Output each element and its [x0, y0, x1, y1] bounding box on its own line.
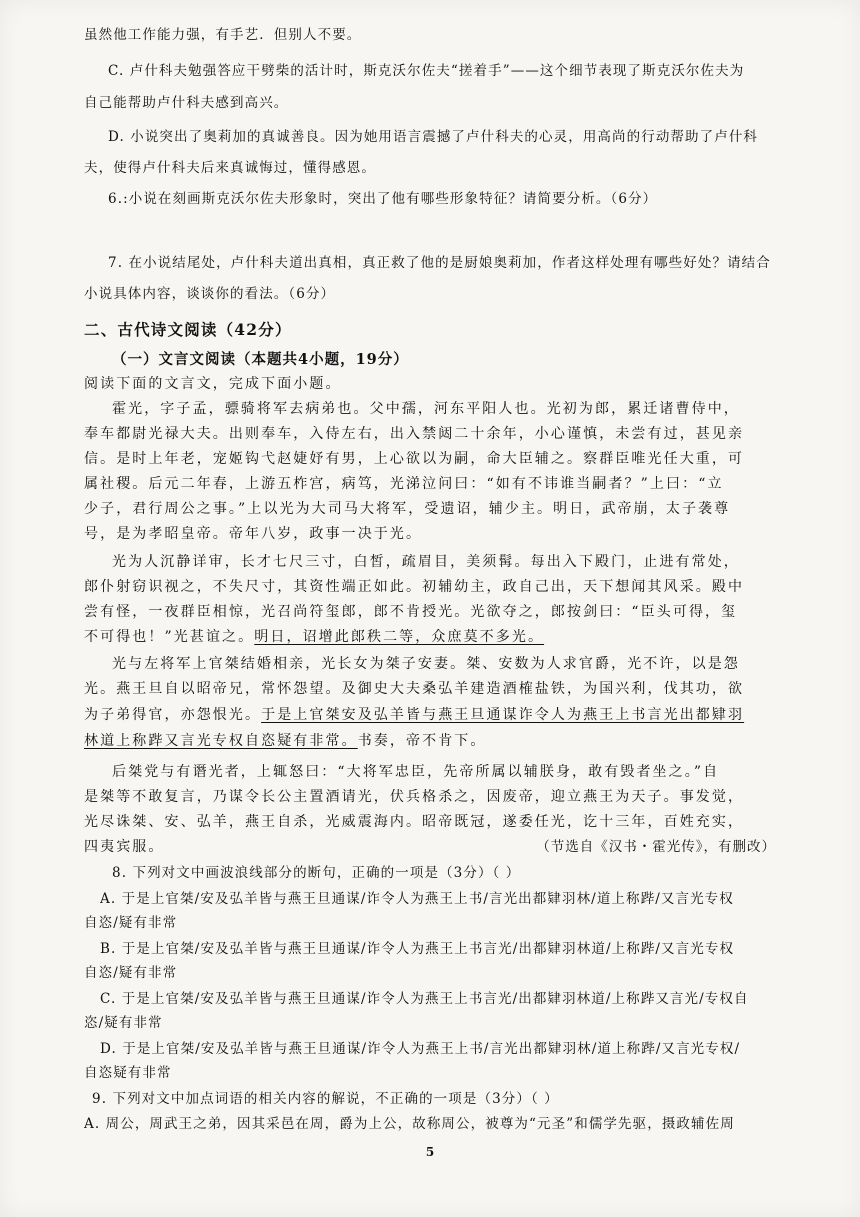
question-7: 7. 在小说结尾处，卢什科夫道出真相，真正救了他的是厨娘奥莉加，作者这样处理有哪些好处？请结合 [108, 255, 771, 271]
question-9: 9. 下列对文中加点词语的相关内容的解说，不正确的一项是（3分）（ ） [92, 1091, 559, 1107]
passage-line: 光与左将军上官桀结婚相亲，光长女为桀子安妻。桀、安数为人求官爵，光不许，以是怨 [112, 656, 740, 672]
option-d-continuation: 自恣疑有非常 [84, 1065, 172, 1081]
option-d-line: D. 于是上官桀/安及弘羊皆与燕王旦通谋/诈令人为燕王上书/言光出都肄羽林/道上称跸/又言光专权/ [100, 1041, 741, 1057]
option-d-line: D. 小说突出了奥莉加的真诚善良。因为她用语言震撼了卢什科夫的心灵，用高尚的行动帮助了卢什科 [108, 129, 759, 145]
passage-line: 光尽诛桀、安、弘羊，燕王自杀，光威震海内。昭帝既冠，遂委任光，讫十三年，百姓充实， [84, 814, 745, 830]
underlined-sentence: 明日，诏增此郎秩二等，众庶莫不多光。 [254, 629, 545, 645]
passage-line: 光为人沉静详审，长才七尺三寸，白皙，疏眉目，美须髯。每出入下殿门，止进有常处， [112, 554, 740, 570]
option-a-line: A. 于是上官桀/安及弘羊皆与燕王旦通谋/诈令人为燕王上书/言光出都肄羽林/道上称跸/又言光专权 [100, 891, 734, 907]
source-citation: （节选自《汉书・霍光传》，有删改） [536, 839, 776, 855]
text-line: 自己能帮助卢什科夫感到高兴。 [84, 95, 289, 111]
option-c-line: C. 于是上官桀/安及弘羊皆与燕王旦通谋/诈令人为燕王上书言光/出都肄羽林道/上称跸又言光/专权自 [100, 991, 749, 1007]
passage-line: 号，是为孝昭皇帝。帝年八岁，政事一决于光。 [84, 526, 423, 542]
instruction-line: 阅读下面的文言文，完成下面小题。 [84, 376, 342, 392]
passage-line: 信。是时上年老，宠姬钩弋赵婕妤有男，上心欲以为嗣，命大臣辅之。察群臣唯光任大重，可 [84, 451, 745, 467]
section-heading: 二、古代诗文阅读（42分） [84, 320, 292, 339]
passage-line [84, 706, 860, 724]
passage-line: 是桀等不敢复言，乃谋令长公主置酒请光，伏兵格杀之，因废帝，迎立燕王为天子。事发觉， [84, 789, 745, 805]
question-6: 6.:小说在刻画斯克沃尔佐夫形象时，突出了他有哪些形象特征？请简要分析。（6分） [108, 191, 658, 207]
passage-text: 书奏，帝不肯下。 [357, 733, 487, 749]
passage-text: 不可得也！”光甚谊之。 [84, 629, 255, 645]
option-b-line: B. 于是上官桀/安及弘羊皆与燕王旦通谋/诈令人为燕王上书言光/出都肄羽林道/上称跸/又言光专权 [100, 941, 735, 957]
wavy-underlined-passage: 于是上官桀安及弘羊皆与燕王旦通谋诈令人为燕王上书言光出都肄羽 [261, 707, 745, 723]
passage-line: 光。燕王旦自以昭帝兄，常怀怨望。及御史大夫桑弘羊建造酒榷盐铁，为国兴利，伐其功，欲 [84, 681, 745, 697]
passage-line: 奉车都尉光禄大夫。出则奉车，入侍左右，出入禁闼二十余年，小心谨慎，未尝有过，甚见亲 [84, 426, 745, 442]
option-b-continuation: 自恣/疑有非常 [84, 965, 178, 981]
passage-line [84, 732, 860, 750]
text-line: 小说具体内容，谈谈你的看法。（6分） [84, 286, 336, 302]
text-line: 虽然他工作能力强，有手艺．但别人不要。 [84, 27, 362, 43]
passage-line: 郎仆射窃识视之，不失尺寸，其资性端正如此。初辅幼主，政自己出，天下想闻其风采。殿中 [84, 579, 745, 595]
wavy-underlined-passage: 林道上称跸又言光专权自恣疑有非常。 [84, 733, 358, 749]
passage-line: 属社稷。后元二年春，上游五柞宫，病笃，光涕泣问曰：“如有不讳谁当嗣者？”上曰：“立 [84, 476, 724, 492]
passage-line: 尝有怪，一夜群臣相惊，光召尚符玺郎，郎不肯授光。光欲夺之，郎按剑曰：“臣头可得，玺 [84, 604, 738, 620]
option-c-continuation: 恣/疑有非常 [84, 1015, 163, 1031]
passage-line [84, 628, 860, 646]
text-line: 夫，使得卢什科夫后来真诚悔过，懂得感恩。 [84, 160, 376, 176]
option-a-line: A. 周公，周武王之弟，因其采邑在周，爵为上公，故称周公，被尊为“元圣”和儒学先驱，摄政辅佐周 [84, 1116, 735, 1132]
question-8: 8. 下列对文中画波浪线部分的断句，正确的一项是（3分）（ ） [112, 865, 521, 881]
passage-text: 为子弟得官，亦怨恨光。 [84, 707, 262, 723]
subsection-heading: （一）文言文阅读（本题共4小题，19分） [112, 351, 409, 368]
page-number: 5 [425, 1145, 435, 1159]
passage-line: 霍光，字子孟，骠骑将军去病弟也。父中孺，河东平阳人也。光初为郎，累迁诸曹侍中， [112, 401, 740, 417]
passage-line: 少子，君行周公之事。”上以光为大司马大将军，受遗诏，辅少主。明日，武帝崩，太子袭尊 [84, 501, 731, 517]
passage-line: 后桀党与有谮光者，上辄怒曰：“大将军忠臣，先帝所属以辅朕身，敢有毁者坐之。”自 [112, 764, 720, 780]
option-c-line: C. 卢什科夫勉强答应干劈柴的活计时，斯克沃尔佐夫“搓着手”——这个细节表现了斯克沃尔佐夫为 [108, 63, 745, 79]
passage-line: 四夷宾服。 [84, 839, 165, 855]
option-a-continuation: 自恣/疑有非常 [84, 915, 178, 931]
